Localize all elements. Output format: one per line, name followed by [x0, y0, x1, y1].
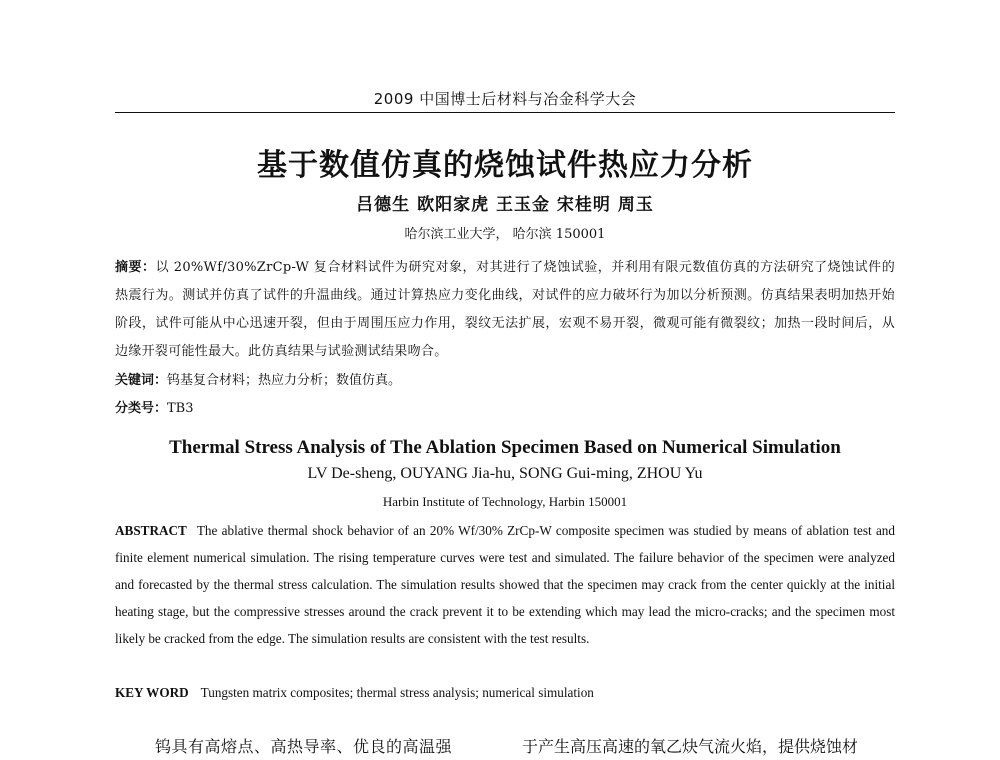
english-keywords-text: Tungsten matrix composites; thermal stress analysis; numerical simulation	[200, 685, 594, 700]
english-authors: LV De-sheng, OUYANG Jia-hu, SONG Gui-ming, ZHOU Yu	[307, 465, 703, 482]
english-title: Thermal Stress Analysis of The Ablation Specimen Based on Numerical Simulation	[169, 437, 841, 458]
chinese-title: 基于数值仿真的烧蚀试件热应力分析	[257, 148, 753, 183]
chinese-keywords-label: 关键词：	[115, 373, 168, 388]
conference-header: 2009 中国博士后材料与冶金科学大会	[373, 90, 637, 108]
chinese-abstract-label: 摘要：	[115, 260, 156, 275]
chinese-keywords-text: 钨基复合材料；热应力分析；数值仿真。	[167, 373, 402, 388]
chinese-abstract-text: 以 20%Wf/30%ZrCp-W 复合材料试件为研究对象，对其进行了烧蚀试验，并利用有限元数值仿真的方法研究了烧蚀试件的热震行为。测试并仿真了试件的升温曲线。通过计算热应力变化曲线，对试件的应力破坏行为加以分析预测。仿真结果表明加热开始阶段，试件可能从中心迅速开裂，但由于周围压应力作用，裂纹无法扩展，宏观不易开裂，微观可能有微裂纹；加热一段时间后，从边缘开裂可能性最大。此仿真结果与试验测试结果吻合。	[115, 260, 896, 359]
english-abstract-label: ABSTRACT	[115, 523, 187, 538]
chinese-affiliation: 哈尔滨工业大学， 哈尔滨 150001	[404, 227, 606, 242]
chinese-authors: 吕德生 欧阳家虎 王玉金 宋桂明 周玉	[356, 195, 654, 215]
header-rule	[115, 112, 895, 113]
chinese-classification-text: TB3	[167, 401, 194, 416]
english-abstract	[115, 517, 895, 652]
chinese-abstract	[115, 254, 895, 366]
english-keywords-label: KEY WORD	[115, 685, 189, 700]
body-left-column: 钨具有高熔点、高热导率、优良的高温强	[155, 737, 453, 756]
chinese-classification	[115, 395, 895, 423]
body-right-column: 于产生高压高速的氧乙炔气流火焰，提供烧蚀材	[522, 737, 859, 756]
english-keywords	[115, 679, 895, 706]
chinese-classification-label: 分类号：	[115, 401, 168, 416]
english-affiliation: Harbin Institute of Technology, Harbin 150001	[382, 494, 628, 509]
chinese-keywords	[115, 367, 895, 395]
english-abstract-text: The ablative thermal shock behavior of an 20% Wf/30% ZrCp-W composite specimen was studied by means of ablation test and finite element numerical simulation. The rising temperature curves were test and simulated. The failure behavior of the specimen were analyzed and forecasted by the thermal stress calculation. The simulation results showed that the specimen may crack from the center quickly at the initial heating stage, but the compressive stresses around the crack prevent it to be extending which may lead the micro-cracks; and the specimen most likely be cracked from the edge. The simulation results are consistent with the test results.	[115, 523, 895, 646]
